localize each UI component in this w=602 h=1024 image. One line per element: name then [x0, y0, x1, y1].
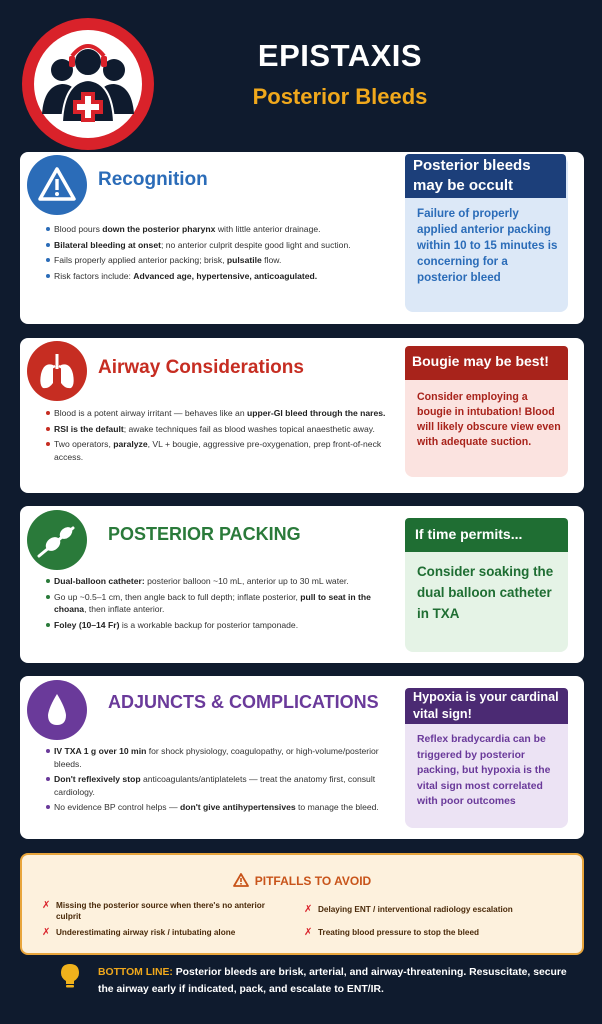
recognition-callout-title: Posterior bleeds may be occult: [405, 154, 566, 198]
recognition-heading: Recognition: [98, 169, 208, 190]
bullet-item: Bilateral bleeding at onset; no anterior culprit despite good light and suction.: [46, 239, 402, 252]
balloon-catheter-icon: [27, 510, 87, 570]
bottom-line-label: BOTTOM LINE:: [98, 967, 173, 978]
cross-icon: ✗: [304, 927, 313, 938]
packing-callout-body: Consider soaking the dual balloon catheter in TXA: [417, 564, 554, 621]
bullet-dot: [46, 805, 50, 809]
bullet-item: Don't reflexively stop anticoagulants/antiplatelets — treat the anatomy first, consult cardiology.: [46, 773, 402, 798]
recognition-bullets: [46, 223, 402, 285]
lightbulb-icon: [58, 962, 82, 995]
packing-bullets: [46, 575, 402, 634]
bullet-item: Blood pours down the posterior pharynx with little anterior drainage.: [46, 223, 402, 236]
bullet-item: Foley (10–14 Fr) is a workable backup for posterior tamponade.: [46, 619, 402, 632]
page-subtitle: Posterior Bleeds: [252, 84, 428, 109]
bullet-item: Fails properly applied anterior packing; brisk, pulsatile flow.: [46, 254, 402, 267]
packing-card: [20, 506, 584, 663]
cross-icon: ✗: [42, 927, 51, 938]
pitfall-item: ✗ Treating blood pressure to stop the bleed: [304, 927, 480, 938]
adjuncts-heading: ADJUNCTS & COMPLICATIONS: [108, 692, 379, 712]
bullet-item: Risk factors include: Advanced age, hypertensive, anticoagulated.: [46, 270, 402, 283]
pitfalls-title-text: PITFALLS TO AVOID: [254, 874, 372, 888]
packing-callout: [405, 518, 568, 652]
bullet-dot: [46, 623, 50, 627]
airway-callout-body: Consider employing a bougie in intubation! Blood will likely obscure view even with adequate suction.: [417, 391, 561, 448]
bullet-item: Go up ~0.5–1 cm, then angle back to full depth; inflate posterior, pull to seat in the choana, then inflate anterior.: [46, 591, 402, 616]
airway-heading: Airway Considerations: [98, 357, 304, 378]
pitfalls-box: [20, 853, 584, 955]
adjuncts-bullets: [46, 745, 402, 817]
packing-callout-title: If time permits...: [405, 518, 568, 552]
bullet-dot: [46, 427, 50, 431]
bullet-item: IV TXA 1 g over 10 min for shock physiology, coagulopathy, or high-volume/posterior bleeds.: [46, 745, 402, 770]
pitfall-item: ✗ Underestimating airway risk / intubating alone: [42, 927, 236, 938]
bullet-dot: [46, 777, 50, 781]
packing-heading: POSTERIOR PACKING: [108, 524, 301, 544]
pitfall-item: ✗ Delaying ENT / interventional radiology escalation: [304, 904, 513, 915]
airway-callout: [405, 346, 568, 477]
adjuncts-callout-body: Reflex bradycardia can be triggered by posterior packing, but hypoxia is the vital sign most correlated with poor outcomes: [417, 734, 551, 807]
cross-icon: ✗: [304, 904, 313, 915]
blood-drop-icon: [27, 680, 87, 740]
page-title: EPISTAXIS: [257, 38, 423, 73]
pitfall-item: ✗ Missing the posterior source when there's no anterior culprit: [42, 900, 265, 921]
warning-icon: [233, 873, 249, 890]
bullet-item: Dual-balloon catheter: posterior balloon ~10 mL, anterior up to 30 mL water.: [46, 575, 402, 588]
bullet-dot: [46, 258, 50, 262]
bullet-dot: [46, 579, 50, 583]
lungs-icon: [27, 341, 87, 401]
cross-icon: ✗: [42, 900, 51, 911]
bullet-item: No evidence BP control helps — don't give antihypertensives to manage the bleed.: [46, 801, 402, 814]
adjuncts-callout-title: Hypoxia is your cardinal vital sign!: [405, 688, 568, 724]
adjuncts-card: [20, 676, 584, 839]
logo: [22, 18, 154, 150]
bullet-dot: [46, 411, 50, 415]
bottom-line: [98, 964, 568, 998]
adjuncts-callout: [405, 690, 568, 828]
recognition-card: [20, 152, 584, 324]
pitfalls-title: [22, 873, 582, 890]
airway-callout-title: Bougie may be best!: [405, 346, 568, 380]
airway-card: [20, 338, 584, 493]
bottom-line-text: Posterior bleeds are brisk, arterial, and airway-threatening. Resuscitate, secure the airway early if indicated, pack, and escalate to ENT/IR.: [98, 967, 567, 995]
airway-bullets: [46, 407, 402, 466]
bullet-dot: [46, 749, 50, 753]
bullet-dot: [46, 243, 50, 247]
bullet-item: Two operators, paralyze, VL + bougie, aggressive pre-oxygenation, prep front-of-neck access.: [46, 438, 402, 463]
bullet-item: RSI is the default; awake techniques fail as blood washes topical anaesthetic away.: [46, 423, 402, 436]
recognition-callout-body: Failure of properly applied anterior packing within 10 to 15 minutes is concerning for a posterior bleed: [417, 207, 558, 284]
warning-icon: [27, 155, 87, 215]
bullet-dot: [46, 227, 50, 231]
bullet-item: Blood is a potent airway irritant — behaves like an upper-GI bleed through the nares.: [46, 407, 402, 420]
recognition-callout: [405, 156, 568, 312]
medic-team-icon: [22, 18, 154, 150]
bullet-dot: [46, 595, 50, 599]
bullet-dot: [46, 274, 50, 278]
bullet-dot: [46, 442, 50, 446]
